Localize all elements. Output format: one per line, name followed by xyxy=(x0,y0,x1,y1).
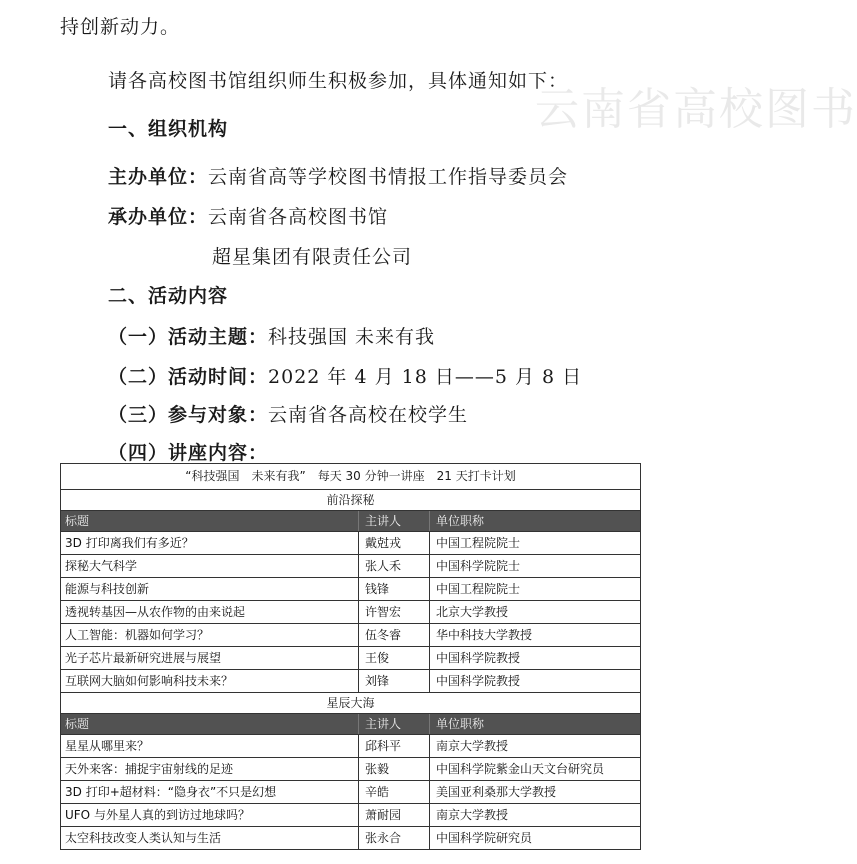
header-speaker: 主讲人 xyxy=(359,714,430,734)
host-row xyxy=(108,162,568,189)
target-row xyxy=(108,400,468,427)
time-label: （二）活动时间： xyxy=(108,366,269,388)
cell-speaker: 许智宏 xyxy=(359,601,430,623)
cell-affiliation: 南京大学教授 xyxy=(436,739,509,753)
organizer-value-1: 云南省各高校图书馆 xyxy=(208,206,389,228)
table-row xyxy=(61,758,640,781)
header-title: 标题 xyxy=(61,714,359,734)
intro-line-1: 持创新动力。 xyxy=(60,16,181,38)
section-1-heading: 一、组织机构 xyxy=(108,118,229,140)
lecture-label: （四）讲座内容： xyxy=(108,442,269,464)
table-row xyxy=(61,578,640,601)
cell-affiliation: 中国科学院教授 xyxy=(436,651,521,665)
time-row xyxy=(108,362,582,389)
organizer-value-2: 超星集团有限责任公司 xyxy=(212,246,413,268)
cell-speaker: 钱锋 xyxy=(359,578,430,600)
table-row xyxy=(61,555,640,578)
cell-affiliation: 中国工程院院士 xyxy=(436,582,521,596)
cell-speaker: 刘锋 xyxy=(359,670,430,692)
cell-title: 星星从哪里来？ xyxy=(61,735,359,757)
table-row xyxy=(61,601,640,624)
table-row xyxy=(61,735,640,758)
cell-title: 透视转基因—从农作物的由来说起 xyxy=(61,601,359,623)
theme-value: 科技强国 未来有我 xyxy=(268,326,436,348)
section-2-heading: 二、活动内容 xyxy=(108,285,229,307)
cell-speaker: 张永合 xyxy=(359,827,430,849)
organizer-label: 承办单位： xyxy=(108,206,209,228)
watermark: 云南省高校图书 xyxy=(535,84,857,135)
header-title: 标题 xyxy=(61,511,359,531)
cell-affiliation: 中国工程院院士 xyxy=(436,536,521,550)
cell-affiliation: 北京大学教授 xyxy=(436,605,509,619)
cell-title: 人工智能：机器如何学习？ xyxy=(61,624,359,646)
cell-speaker: 戴尅戎 xyxy=(359,532,430,554)
table-row xyxy=(61,532,640,555)
cell-title: 太空科技改变人类认知与生活 xyxy=(61,827,359,849)
table-title: “科技强国 未来有我” 每天 30 分钟一讲座 21 天打卡计划 xyxy=(61,464,640,490)
cell-affiliation: 美国亚利桑那大学教授 xyxy=(436,785,557,799)
table-header xyxy=(61,511,640,532)
cell-speaker: 萧耐园 xyxy=(359,804,430,826)
host-label: 主办单位： xyxy=(108,166,209,188)
cell-speaker: 张人禾 xyxy=(359,555,430,577)
target-value: 云南省各高校在校学生 xyxy=(268,404,469,426)
cell-title: 探秘大气科学 xyxy=(61,555,359,577)
theme-label: （一）活动主题： xyxy=(108,326,269,348)
theme-row xyxy=(108,322,435,349)
cell-affiliation: 南京大学教授 xyxy=(436,808,509,822)
organizer-row xyxy=(108,202,388,229)
host-value: 云南省高等学校图书情报工作指导委员会 xyxy=(208,166,569,188)
cell-speaker: 王俊 xyxy=(359,647,430,669)
table-row xyxy=(61,781,640,804)
cell-affiliation: 中国科学院教授 xyxy=(436,674,521,688)
cell-title: 3D 打印离我们有多近？ xyxy=(61,532,359,554)
table-row xyxy=(61,670,640,693)
cell-speaker: 张毅 xyxy=(359,758,430,780)
cell-speaker: 邱科平 xyxy=(359,735,430,757)
table-row xyxy=(61,647,640,670)
header-affiliation: 单位职称 xyxy=(436,717,485,731)
cell-affiliation: 中国科学院研究员 xyxy=(436,831,533,845)
cell-title: 能源与科技创新 xyxy=(61,578,359,600)
cell-speaker: 辛皓 xyxy=(359,781,430,803)
intro-line-2: 请各高校图书馆组织师生积极参加，具体通知如下： xyxy=(108,70,569,92)
table-header xyxy=(61,714,640,735)
time-value: 2022 年 4 月 18 日——5 月 8 日 xyxy=(268,366,583,388)
cell-speaker: 伍冬睿 xyxy=(359,624,430,646)
table-row xyxy=(61,804,640,827)
target-label: （三）参与对象： xyxy=(108,404,269,426)
cell-title: 互联网大脑如何影响科技未来？ xyxy=(61,670,359,692)
table-row xyxy=(61,827,640,849)
cell-title: 3D 打印+超材料：“隐身衣”不只是幻想 xyxy=(61,781,359,803)
table-row xyxy=(61,624,640,647)
lecture-table xyxy=(60,463,641,850)
header-affiliation: 单位职称 xyxy=(436,514,485,528)
cell-title: UFO 与外星人真的到访过地球吗？ xyxy=(61,804,359,826)
header-speaker: 主讲人 xyxy=(359,511,430,531)
cell-affiliation: 中国科学院院士 xyxy=(436,559,521,573)
cell-title: 天外来客：捕捉宇宙射线的足迹 xyxy=(61,758,359,780)
cell-affiliation: 中国科学院紫金山天文台研究员 xyxy=(436,762,605,776)
table-section-frontier: 前沿探秘 xyxy=(61,490,640,511)
cell-affiliation: 华中科技大学教授 xyxy=(436,628,533,642)
cell-title: 光子芯片最新研究进展与展望 xyxy=(61,647,359,669)
table-section-stars: 星辰大海 xyxy=(61,693,640,714)
